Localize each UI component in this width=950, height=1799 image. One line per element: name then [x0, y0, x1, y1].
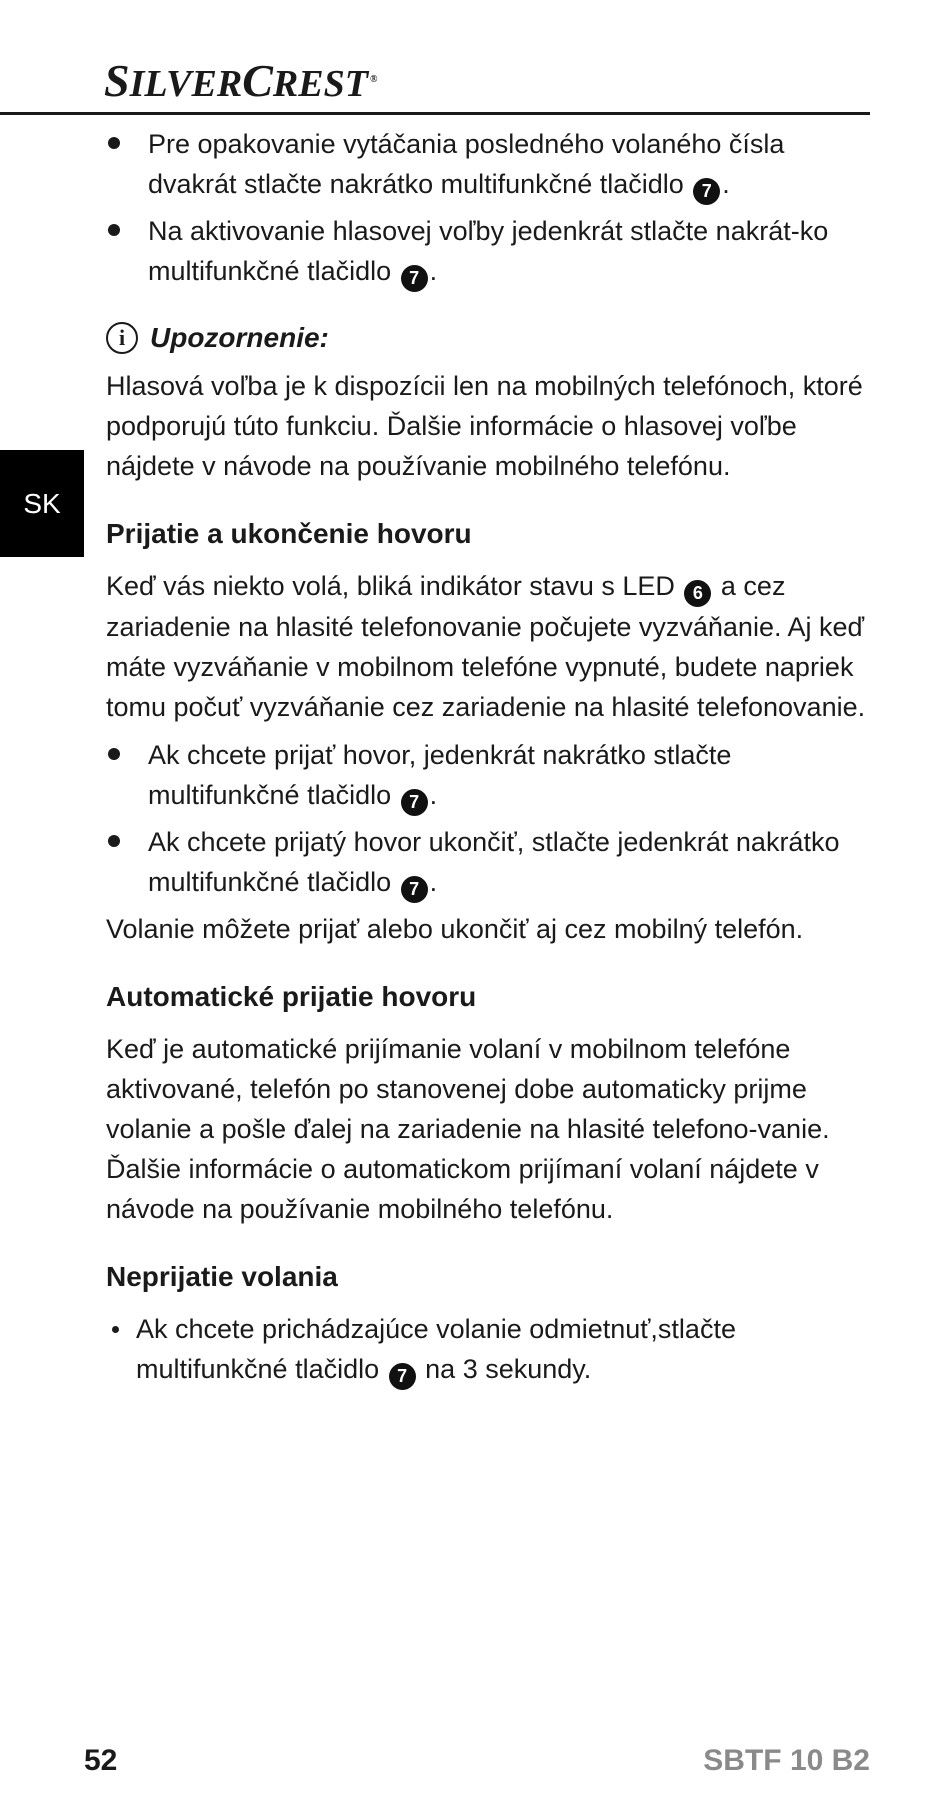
bullet-dot — [108, 748, 120, 760]
button-number-badge: 7 — [389, 1363, 416, 1390]
section-title: Automatické prijatie hovoru — [106, 981, 477, 1012]
button-number-badge: 7 — [401, 876, 428, 903]
section-paragraph: Keď je automatické prijímanie volaní v mobilnom telefóne aktivované, telefón po stanovenej dobe automaticky prijme volanie a pošle ďalej na zariadenie na hlasité telefono-vanie. Ďalšie informácie o automatickom prijímaní volaní nájdete v návode na používanie mobilného telefónu. — [106, 1034, 830, 1224]
section-paragraph: Keď vás niekto volá, bliká indikátor stavu s LED 6 a cez zariadenie na hlasité telefonovanie počujete vyzváňanie. Aj keď máte vyzváňanie v mobilnom telefóne vypnuté, budete napriek tomu počuť vyzváňanie cez zariadenie na hlasité telefonovanie. — [106, 571, 866, 722]
model-number: SBTF 10 B2 — [703, 1744, 870, 1777]
button-number-badge: 7 — [401, 265, 428, 292]
bullet-dot — [108, 137, 120, 149]
page-content — [106, 124, 866, 1396]
bullet-dot — [108, 835, 120, 847]
section-title: Neprijatie volania — [106, 1261, 338, 1292]
brand-logo: SILVERCREST ® — [104, 55, 378, 106]
note-heading — [106, 318, 866, 358]
list-item: Pre opakovanie vytáčania posledného volaného čísla dvakrát stlačte nakrátko multifunkčné tlačidlo 7 . — [106, 124, 866, 205]
note-text: Hlasová voľba je k dispozícii len na mobilných telefónoch, ktoré podporujú túto funkciu. Ďalšie informácie o hlasovej voľbe nájdete v návode na používanie mobilného telefónu. — [106, 371, 863, 481]
page-number: 52 — [84, 1744, 118, 1777]
bullet-dot — [108, 224, 120, 236]
info-icon: i — [106, 322, 138, 354]
language-tab: SK — [0, 450, 84, 557]
section-title: Prijatie a ukončenie hovoru — [106, 518, 472, 549]
button-number-badge: 7 — [401, 789, 428, 816]
button-number-badge: 7 — [693, 178, 720, 205]
led-number-badge: 6 — [684, 580, 711, 607]
list-item: Ak chcete prijať hovor, jedenkrát nakrátko stlačte multifunkčné tlačidlo 7 . — [106, 735, 866, 816]
note-title: Upozornenie: — [150, 322, 329, 353]
list-item: Ak chcete prijatý hovor ukončiť, stlačte jedenkrát nakrátko multifunkčné tlačidlo 7 . — [106, 822, 866, 903]
section-paragraph: Volanie môžete prijať alebo ukončiť aj cez mobilný telefón. — [106, 914, 804, 944]
header-divider — [0, 112, 870, 115]
list-item: Ak chcete prichádzajúce volanie odmietnuť,stlačte multifunkčné tlačidlo 7 na 3 sekundy. — [106, 1309, 866, 1390]
bullet-dot — [112, 1326, 119, 1333]
list-item: Na aktivovanie hlasovej voľby jedenkrát stlačte nakrát-ko multifunkčné tlačidlo 7 . — [106, 211, 866, 292]
